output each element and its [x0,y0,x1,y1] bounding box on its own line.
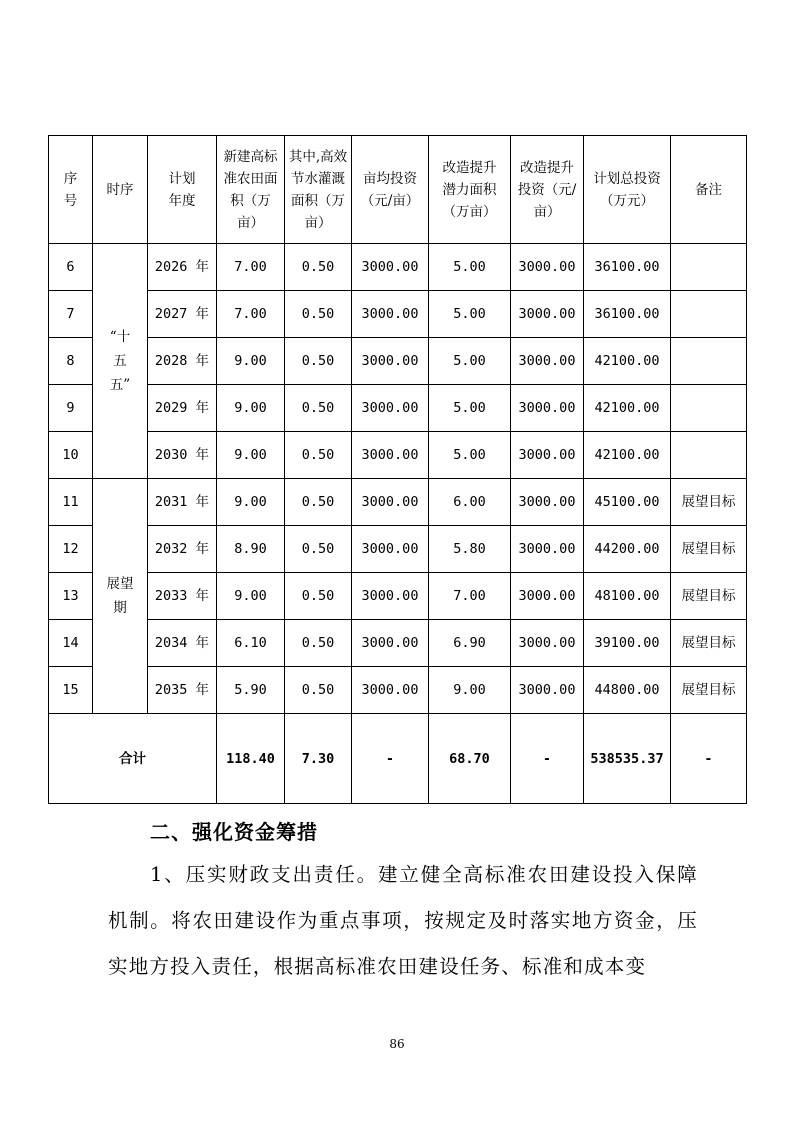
cell-water-saving: 0.50 [285,385,352,432]
cell-per-mu: 3000.00 [352,667,429,714]
cell-remarks [671,291,747,338]
cell-upgrade-invest: 3000.00 [511,526,584,573]
cell-new-area: 9.00 [217,573,285,620]
cell-new-area: 9.00 [217,338,285,385]
header-period: 时序 [93,136,148,244]
cell-per-mu: 3000.00 [352,338,429,385]
cell-per-mu: 3000.00 [352,291,429,338]
cell-remarks [671,432,747,479]
cell-upgrade-area: 7.00 [429,573,511,620]
total-invest: 538535.37 [584,714,671,804]
total-upgrade-area: 68.70 [429,714,511,804]
cell-total-invest: 45100.00 [584,479,671,526]
cell-upgrade-area: 5.00 [429,291,511,338]
table-row [49,526,747,573]
cell-upgrade-invest: 3000.00 [511,244,584,291]
cell-seq: 7 [49,291,93,338]
table-row [49,620,747,667]
header-seq: 序号 [49,136,93,244]
body-paragraph: 1、压实财政支出责任。建立健全高标准农田建设投入保障机制。将农田建设作为重点事项，按规定及时落实地方资金，压实地方投入责任，根据高标准农田建设任务、标准和成本变 [108,863,698,978]
cell-seq: 15 [49,667,93,714]
cell-water-saving: 0.50 [285,479,352,526]
cell-total-invest: 42100.00 [584,338,671,385]
cell-seq: 14 [49,620,93,667]
header-total-invest: 计划总投资（万元） [584,136,671,244]
investment-plan-table [48,135,747,804]
cell-seq: 6 [49,244,93,291]
cell-total-invest: 42100.00 [584,432,671,479]
cell-upgrade-area: 6.00 [429,479,511,526]
cell-total-invest: 48100.00 [584,573,671,620]
cell-new-area: 8.90 [217,526,285,573]
cell-upgrade-invest: 3000.00 [511,620,584,667]
cell-water-saving: 0.50 [285,526,352,573]
cell-new-area: 9.00 [217,479,285,526]
cell-upgrade-invest: 3000.00 [511,667,584,714]
cell-total-invest: 44800.00 [584,667,671,714]
cell-remarks: 展望目标 [671,573,747,620]
cell-upgrade-invest: 3000.00 [511,385,584,432]
table-header-row [49,136,747,244]
cell-upgrade-invest: 3000.00 [511,573,584,620]
table-row [49,479,747,526]
header-upgrade-area: 改造提升潜力面积（万亩） [429,136,511,244]
cell-seq: 8 [49,338,93,385]
cell-total-invest: 44200.00 [584,526,671,573]
header-remarks: 备注 [671,136,747,244]
cell-year: 2029 年 [148,385,217,432]
cell-upgrade-area: 5.00 [429,432,511,479]
cell-upgrade-invest: 3000.00 [511,338,584,385]
cell-water-saving: 0.50 [285,432,352,479]
cell-new-area: 9.00 [217,385,285,432]
cell-seq: 12 [49,526,93,573]
total-row [49,714,747,804]
cell-upgrade-area: 5.00 [429,244,511,291]
table-row [49,385,747,432]
cell-upgrade-area: 5.00 [429,338,511,385]
cell-period-group: 展望期 [93,479,148,714]
cell-total-invest: 39100.00 [584,620,671,667]
cell-upgrade-area: 6.90 [429,620,511,667]
cell-total-invest: 36100.00 [584,244,671,291]
cell-new-area: 7.00 [217,291,285,338]
cell-year: 2026 年 [148,244,217,291]
cell-new-area: 9.00 [217,432,285,479]
cell-water-saving: 0.50 [285,573,352,620]
cell-water-saving: 0.50 [285,291,352,338]
cell-total-invest: 42100.00 [584,385,671,432]
cell-per-mu: 3000.00 [352,385,429,432]
table-row [49,432,747,479]
cell-per-mu: 3000.00 [352,432,429,479]
cell-upgrade-invest: 3000.00 [511,291,584,338]
cell-remarks: 展望目标 [671,479,747,526]
cell-year: 2032 年 [148,526,217,573]
cell-remarks: 展望目标 [671,620,747,667]
table-row [49,338,747,385]
cell-period-group: “十五五” [93,244,148,479]
table-row [49,291,747,338]
cell-upgrade-area: 5.00 [429,385,511,432]
section-heading: 二、强化资金筹措 [150,820,318,844]
cell-year: 2030 年 [148,432,217,479]
page-number: 86 [389,1037,405,1051]
cell-seq: 9 [49,385,93,432]
cell-water-saving: 0.50 [285,620,352,667]
cell-water-saving: 0.50 [285,667,352,714]
header-per-mu: 亩均投资（元/亩） [352,136,429,244]
cell-remarks [671,244,747,291]
cell-upgrade-invest: 3000.00 [511,479,584,526]
cell-upgrade-invest: 3000.00 [511,432,584,479]
header-upgrade-invest: 改造提升投资（元/亩） [511,136,584,244]
total-new-area: 118.40 [217,714,285,804]
table-row [49,244,747,291]
cell-year: 2031 年 [148,479,217,526]
cell-water-saving: 0.50 [285,338,352,385]
cell-water-saving: 0.50 [285,244,352,291]
header-new-area: 新建高标准农田面积（万亩） [217,136,285,244]
cell-per-mu: 3000.00 [352,620,429,667]
cell-year: 2034 年 [148,620,217,667]
cell-new-area: 7.00 [217,244,285,291]
cell-year: 2027 年 [148,291,217,338]
table-row [49,667,747,714]
header-water-saving: 其中,高效节水灌溉面积（万亩） [285,136,352,244]
total-water-saving: 7.30 [285,714,352,804]
cell-upgrade-area: 5.80 [429,526,511,573]
cell-seq: 10 [49,432,93,479]
cell-per-mu: 3000.00 [352,573,429,620]
table-row [49,573,747,620]
cell-per-mu: 3000.00 [352,244,429,291]
cell-total-invest: 36100.00 [584,291,671,338]
cell-remarks [671,338,747,385]
cell-upgrade-area: 9.00 [429,667,511,714]
cell-per-mu: 3000.00 [352,479,429,526]
cell-year: 2035 年 [148,667,217,714]
cell-new-area: 6.10 [217,620,285,667]
cell-year: 2028 年 [148,338,217,385]
total-remarks: - [671,714,747,804]
total-label: 合计 [49,714,217,804]
cell-remarks: 展望目标 [671,667,747,714]
cell-seq: 11 [49,479,93,526]
cell-year: 2033 年 [148,573,217,620]
total-per-mu: - [352,714,429,804]
header-year: 计划年度 [148,136,217,244]
cell-remarks [671,385,747,432]
cell-remarks: 展望目标 [671,526,747,573]
cell-seq: 13 [49,573,93,620]
cell-new-area: 5.90 [217,667,285,714]
total-upgrade-invest: - [511,714,584,804]
cell-per-mu: 3000.00 [352,526,429,573]
